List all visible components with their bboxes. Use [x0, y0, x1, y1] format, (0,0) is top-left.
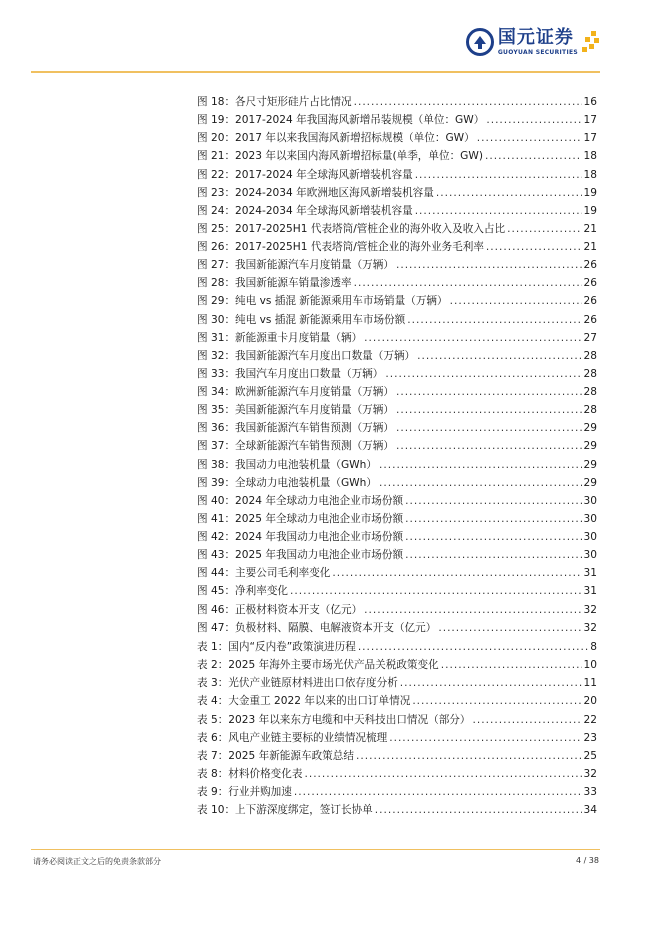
toc-entry[interactable] — [197, 203, 597, 221]
toc-entry[interactable] — [197, 257, 597, 275]
dot-leader — [405, 495, 581, 507]
toc-entry-page: 28 — [583, 349, 597, 362]
dot-leader — [441, 659, 582, 671]
toc-entry-page: 29 — [583, 458, 597, 471]
toc-entry-title: 表 2：2025 年海外主要市场光伏产品关税政策变化 — [197, 659, 439, 672]
toc-entry-page: 34 — [583, 804, 597, 817]
toc-entry-page: 11 — [583, 677, 597, 690]
dot-leader — [375, 804, 582, 816]
header-divider — [31, 71, 600, 73]
toc-entry-title: 图 32：我国新能源汽车月度出口数量（万辆） — [197, 349, 416, 362]
toc-entry[interactable] — [197, 239, 597, 257]
toc-entry-page: 18 — [583, 168, 597, 181]
dot-leader — [405, 513, 581, 525]
toc-entry-page: 30 — [583, 512, 597, 525]
toc-entry-page: 21 — [583, 241, 597, 253]
toc-entry-title: 图 29：纯电 vs 插混 新能源乘用车市场销量（万辆） — [197, 295, 448, 308]
toc-entry-page: 19 — [583, 204, 597, 217]
toc-entry-title: 图 33：我国汽车月度出口数量（万辆） — [197, 367, 384, 380]
toc-entry[interactable] — [197, 475, 597, 493]
toc-entry[interactable] — [197, 221, 597, 239]
dot-leader — [405, 531, 581, 543]
dot-leader — [396, 259, 582, 271]
dot-leader — [332, 567, 581, 579]
toc-entry-title: 图 35：美国新能源汽车月度销量（万辆） — [197, 404, 394, 417]
toc-entry[interactable] — [197, 275, 597, 293]
logo-accent-icon — [582, 31, 600, 53]
toc-entry[interactable] — [197, 784, 597, 802]
toc-entry-title: 图 21：2023 年以来国内海风新增招标量(单季，单位：GW) — [197, 150, 483, 163]
guoyuan-logo-icon — [466, 28, 494, 56]
toc-entry-title: 图 38：我国动力电池装机量（GWh） — [197, 458, 377, 471]
toc-entry-title: 图 26：2017-2025H1 代表塔筒/管桩企业的海外业务毛利率 — [197, 241, 484, 253]
dot-leader — [396, 440, 582, 452]
toc-entry-page: 26 — [583, 277, 597, 290]
toc-entry[interactable] — [197, 112, 597, 130]
toc-entry-page: 26 — [583, 295, 597, 308]
dot-leader — [354, 96, 582, 108]
dot-leader — [415, 205, 582, 217]
toc-entry[interactable] — [197, 802, 597, 820]
toc-entry[interactable] — [197, 148, 597, 166]
toc-entry-title: 图 19：2017-2024 年我国海风新增吊装规模（单位：GW） — [197, 114, 485, 127]
toc-entry-title: 图 40：2024 年全球动力电池企业市场份额 — [197, 494, 404, 507]
toc-entry-title: 表 3：光伏产业链原材料进出口依存度分析 — [197, 677, 398, 690]
table-list — [197, 639, 597, 820]
dot-leader — [473, 714, 582, 726]
toc-entry-title: 表 10：上下游深度绑定，签订长协单 — [197, 804, 373, 817]
dot-leader — [364, 604, 581, 616]
toc-entry-page: 25 — [583, 749, 597, 762]
toc-entry-title: 表 5：2023 年以来东方电缆和中天科技出口情况（部分） — [197, 713, 471, 726]
dot-leader — [477, 132, 582, 144]
toc-entry-title: 图 22：2017-2024 年全球海风新增装机容量 — [197, 168, 413, 181]
toc-entry[interactable] — [197, 547, 597, 565]
toc-entry-title: 图 36：我国新能源汽车销售预测（万辆） — [197, 422, 394, 435]
toc-entry-title: 图 41：2025 年全球动力电池企业市场份额 — [197, 512, 404, 525]
toc-entry-page: 31 — [583, 585, 597, 598]
dot-leader — [379, 477, 582, 489]
toc-entry[interactable] — [197, 675, 597, 693]
dot-leader — [436, 187, 582, 199]
toc-entry-page: 20 — [583, 695, 597, 708]
toc-entry-title: 图 45：净利率变化 — [197, 585, 289, 598]
toc-entry-title: 图 39：全球动力电池装机量（GWh） — [197, 476, 377, 489]
dot-leader — [407, 314, 581, 326]
toc-entry[interactable] — [197, 438, 597, 456]
toc-entry-title: 图 20：2017 年以来我国海风新增招标规模（单位：GW） — [197, 132, 475, 145]
dot-leader — [290, 585, 582, 597]
page-header — [0, 0, 662, 74]
toc-entry-page: 27 — [583, 331, 597, 344]
toc-entry-page: 23 — [583, 731, 597, 744]
toc-entry[interactable] — [197, 565, 597, 583]
dot-leader — [354, 277, 582, 289]
toc-entry-title: 图 30：纯电 vs 插混 新能源乘用车市场份额 — [197, 313, 406, 326]
toc-entry-page: 32 — [583, 767, 597, 780]
dot-leader — [379, 459, 582, 471]
toc-entry[interactable] — [197, 712, 597, 730]
toc-entry-page: 19 — [583, 186, 597, 199]
toc-entry-page: 29 — [583, 422, 597, 435]
toc-entry-page: 8 — [590, 641, 597, 653]
toc-entry-page: 30 — [583, 549, 597, 562]
toc-entry-title: 图 27：我国新能源汽车月度销量（万辆） — [197, 259, 394, 272]
dot-leader — [304, 768, 581, 780]
toc-entry[interactable] — [197, 730, 597, 748]
toc-entry[interactable] — [197, 94, 597, 112]
toc-entry[interactable] — [197, 511, 597, 529]
toc-entry-page: 28 — [583, 367, 597, 380]
toc-entry-page: 17 — [583, 114, 597, 127]
toc-entry-page: 29 — [583, 440, 597, 453]
toc-entry-page: 29 — [583, 476, 597, 489]
toc-entry-title: 图 31：新能源重卡月度销量（辆） — [197, 331, 363, 344]
dot-leader — [396, 422, 582, 434]
toc-entry-page: 16 — [583, 96, 597, 108]
footer-divider — [31, 849, 600, 850]
toc-entry[interactable] — [197, 167, 597, 185]
toc-entry-title: 表 8：材料价格变化表 — [197, 767, 303, 780]
toc-entry-page: 31 — [583, 567, 597, 580]
toc-entry[interactable] — [197, 330, 597, 348]
toc-entry[interactable] — [197, 293, 597, 311]
toc-entry[interactable] — [197, 639, 597, 657]
dot-leader — [486, 114, 581, 126]
dot-leader — [415, 169, 582, 181]
toc-entry[interactable] — [197, 620, 597, 638]
toc-entry-title: 表 9：行业并购加速 — [197, 786, 292, 798]
dot-leader — [389, 732, 581, 744]
dot-leader — [385, 368, 581, 380]
toc-entry[interactable] — [197, 348, 597, 366]
toc-entry-title: 表 1：国内“反内卷”政策演进历程 — [197, 641, 356, 653]
toc-entry-title: 表 4：大金重工 2022 年以来的出口订单情况 — [197, 695, 411, 708]
toc-entry-page: 28 — [583, 386, 597, 398]
toc-entry-page: 32 — [583, 603, 597, 616]
toc-entry-title: 图 37：全球新能源汽车销售预测（万辆） — [197, 440, 394, 453]
figure-list — [197, 94, 597, 638]
toc-entry-title: 图 23：2024-2034 年欧洲地区海风新增装机容量 — [197, 186, 434, 199]
toc-entry[interactable] — [197, 366, 597, 384]
toc-entry-title: 表 6：风电产业链主要标的业绩情况梳理 — [197, 731, 388, 744]
toc-entry[interactable] — [197, 457, 597, 475]
toc-entry-title: 图 24：2024-2034 年全球海风新增装机容量 — [197, 204, 413, 217]
dot-leader — [396, 404, 582, 416]
toc-entry-title: 图 28：我国新能源车销量渗透率 — [197, 277, 352, 290]
toc-entry[interactable] — [197, 312, 597, 330]
dot-leader — [507, 223, 581, 235]
dot-leader — [450, 295, 582, 307]
dot-leader — [405, 549, 581, 561]
toc-entry-title: 图 34：欧洲新能源汽车月度销量（万辆） — [197, 386, 394, 398]
logo-english-name: GUOYUAN SECURITIES — [497, 48, 578, 56]
toc-entry-page: 21 — [583, 222, 597, 235]
dot-leader — [400, 677, 582, 689]
toc-entry[interactable] — [197, 657, 597, 675]
dot-leader — [417, 350, 581, 362]
toc-entry-page: 26 — [583, 313, 597, 326]
toc-entry-title: 表 7：2025 年新能源车政策总结 — [197, 749, 354, 762]
toc-entry[interactable] — [197, 529, 597, 547]
toc-entry-page: 18 — [583, 150, 597, 163]
toc-entry-page: 26 — [583, 259, 597, 272]
dot-leader — [364, 332, 581, 344]
dot-leader — [486, 241, 582, 253]
toc-entry-page: 30 — [583, 494, 597, 507]
toc-entry[interactable] — [197, 493, 597, 511]
toc-entry-page: 30 — [583, 531, 597, 543]
toc-entry-title: 图 46：正极材料资本开支（亿元） — [197, 603, 363, 616]
toc-entry[interactable] — [197, 402, 597, 420]
dot-leader — [485, 150, 582, 162]
toc-entry-page: 17 — [583, 132, 597, 145]
dot-leader — [412, 695, 581, 707]
toc-entry-title: 图 18：各尺寸矩形硅片占比情况 — [197, 96, 352, 108]
toc-entry-title: 图 44：主要公司毛利率变化 — [197, 567, 331, 580]
toc-entry[interactable] — [197, 693, 597, 711]
company-logo — [466, 28, 600, 56]
dot-leader — [294, 786, 582, 798]
toc-entry-title: 图 43：2025 年我国动力电池企业市场份额 — [197, 549, 404, 562]
toc-entry[interactable] — [197, 583, 597, 601]
toc-entry[interactable] — [197, 602, 597, 620]
dot-leader — [356, 750, 582, 762]
toc-entry-page: 22 — [583, 713, 597, 726]
toc-entry-page: 28 — [583, 404, 597, 417]
dot-leader — [438, 622, 581, 634]
page-indicator: 4 / 38 — [575, 856, 599, 865]
toc-entry-page: 32 — [583, 621, 597, 634]
toc-entry-title: 图 25：2017-2025H1 代表塔筒/管桩企业的海外收入及收入占比 — [197, 222, 506, 235]
toc-entry[interactable] — [197, 130, 597, 148]
toc-entry-page: 33 — [583, 786, 597, 798]
toc-entry-page: 10 — [583, 659, 597, 672]
toc-entry[interactable] — [197, 384, 597, 402]
logo-chinese-name: 国元证券 — [497, 26, 574, 48]
toc-entry-title: 图 42：2024 年我国动力电池企业市场份额 — [197, 531, 404, 543]
toc-entry[interactable] — [197, 185, 597, 203]
dot-leader — [396, 386, 582, 398]
toc-entry[interactable] — [197, 748, 597, 766]
toc-entry[interactable] — [197, 766, 597, 784]
footer-disclaimer: 请务必阅读正文之后的免责条款部分 — [33, 857, 161, 866]
dot-leader — [358, 641, 588, 653]
toc-entry[interactable] — [197, 420, 597, 438]
toc-entry-title: 图 47：负极材料、隔膜、电解液资本开支（亿元） — [197, 621, 437, 634]
